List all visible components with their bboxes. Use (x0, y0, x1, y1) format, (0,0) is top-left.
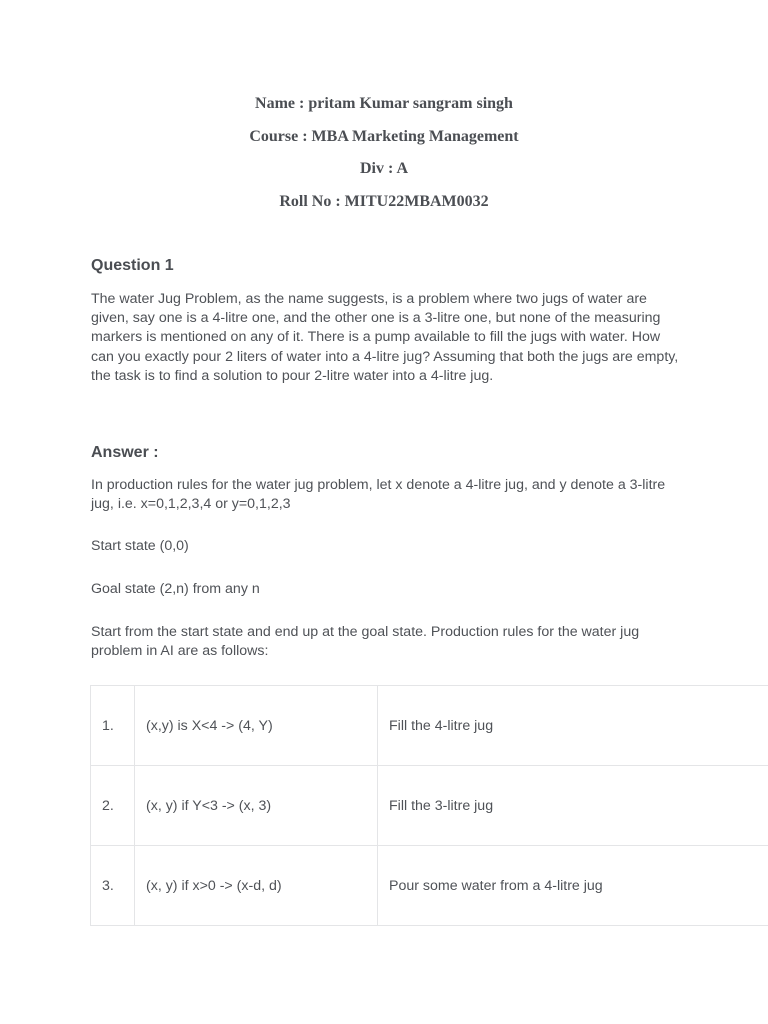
rule-number: 3. (91, 846, 135, 926)
question-heading: Question 1 (91, 257, 174, 274)
rule-expression: (x, y) if x>0 -> (x-d, d) (135, 846, 378, 926)
rule-number: 1. (91, 686, 135, 766)
rule-expression: (x, y) if Y<3 -> (x, 3) (135, 766, 378, 846)
rule-description: Fill the 4-litre jug (378, 686, 768, 766)
answer-heading: Answer : (91, 444, 159, 461)
production-rules-table (90, 685, 768, 926)
start-state: Start state (0,0) (91, 538, 189, 554)
rules-intro: Start from the start state and end up at the goal state. Production rules for the water jug problem in AI are as follows: (91, 624, 640, 660)
rule-description: Pour some water from a 4-litre jug (378, 846, 768, 926)
rule-number: 2. (91, 766, 135, 846)
student-name: Name : pritam Kumar sangram singh (255, 95, 513, 112)
rule-expression: (x,y) is X<4 -> (4, Y) (135, 686, 378, 766)
student-info-header (0, 93, 768, 223)
question-text: The water Jug Problem, as the name suggests, is a problem where two jugs of water are given, say one is a 4-litre one, and the other one is a 3-litre one, but none of the measuring markers is mentioned on any of it. There is a pump available to fill the jugs with water. How can you exactly pour 2 liters of water into a 4-litre jug? Assuming that both the jugs are empty, the task is to find a solution to pour 2-litre water into a 4-litre jug. (91, 291, 679, 384)
goal-state: Goal state (2,n) from any n (91, 581, 260, 597)
table-row (91, 846, 768, 926)
table-row (91, 766, 768, 846)
answer-intro: In production rules for the water jug problem, let x denote a 4-litre jug, and y denote a 3-litre jug, i.e. x=0,1,2,3,4 or y=0,1,2,3 (91, 477, 666, 513)
student-roll-no: Roll No : MITU22MBAM0032 (279, 192, 489, 210)
rule-description: Fill the 3-litre jug (378, 766, 768, 846)
table-row (91, 686, 768, 766)
student-division: Div : A (360, 160, 408, 178)
student-course: Course : MBA Marketing Management (249, 127, 519, 145)
